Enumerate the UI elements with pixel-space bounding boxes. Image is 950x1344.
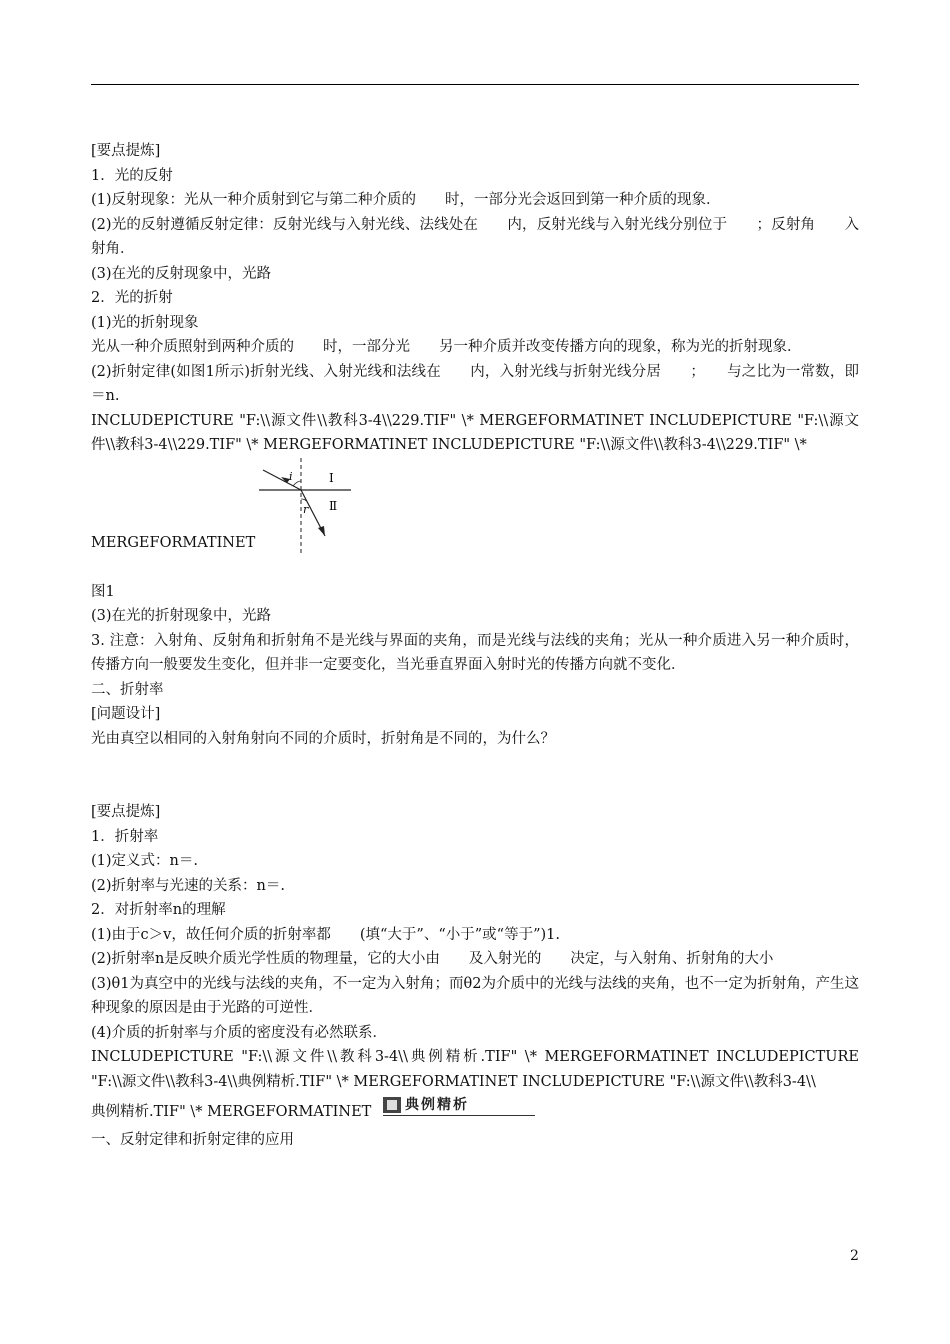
includepicture-field-1: INCLUDEPICTURE "F:\\源文件\\教科3-4\\229.TIF" \* MERGEFORMATINET INCLUDEPICTURE "F:\\源文件\\教科3-4\\229.TIF" \* MERGEFORMATINET INCLUDEPICTURE "F:\\源文件\\教科3-4\\229.TIF" \* <box>91 412 859 453</box>
angle-r-label: r <box>303 502 309 516</box>
medium-1-label: Ⅰ <box>329 470 334 485</box>
medium-2-label: Ⅱ <box>329 498 338 513</box>
typical-examples-banner <box>383 1096 535 1114</box>
refraction-path: (3)在光的折射现象中，光路 <box>91 608 272 624</box>
includepicture-field-2: INCLUDEPICTURE "F:\\源文件\\教科3-4\\典例精析.TIF" \* MERGEFORMATINET INCLUDEPICTURE "F:\\源文件\\教科3-4\\典例精析.TIF" \* MERGEFORMATINET INCLUDEPICTURE "F:\\源文件\\教科3-4\\ <box>91 1049 859 1090</box>
reflection-law: (2)光的反射遵循反射定律：反射光线与入射光线、法线处在 内，反射光线与入射光线分别位于 ；反射角 入射角． <box>91 216 859 257</box>
question-heading: [问题设计] <box>91 706 161 722</box>
incident-ray <box>263 470 301 490</box>
figure-row <box>91 458 859 556</box>
question-text: 光由真空以相同的入射角射向不同的介质时，折射角是不同的，为什么？ <box>91 730 555 747</box>
angle-i-arc <box>293 481 301 486</box>
includepicture-field-2-tail: 典例精析.TIF" \* MERGEFORMATINET <box>91 1103 372 1120</box>
section-refractive-index-title: 二、折射率 <box>91 681 164 698</box>
includepicture-field-1-tail: MERGEFORMATINET <box>91 535 256 551</box>
refraction-law: (2)折射定律(如图1所示)折射光线、入射光线和法线在 内，入射光线与折射光线分居 ； 与之比为一常数，即＝n. <box>91 363 859 404</box>
refraction-phenomenon-title: (1)光的折射现象 <box>91 314 199 331</box>
understanding-title: 2．对折射率n的理解 <box>91 902 226 918</box>
application-title: 一、反射定律和折射定律的应用 <box>91 1132 294 1148</box>
refraction-diagram <box>259 458 355 554</box>
refractive-index-title: 1．折射率 <box>91 828 159 845</box>
banner-square-icon <box>383 1097 401 1113</box>
definition-formula: (1)定义式：n＝. <box>91 853 198 869</box>
understanding-4: (4)介质的折射率与介质的密度没有必然联系． <box>91 1024 388 1041</box>
document-body <box>91 139 859 1153</box>
angle-i-label: i <box>289 469 293 483</box>
reflection-path: (3)在光的反射现象中，光路 <box>91 265 272 282</box>
refraction-title: 2．光的折射 <box>91 290 173 306</box>
banner-rule <box>383 1115 535 1116</box>
understanding-3: (3)θ1为真空中的光线与法线的夹角，不一定为入射角；而θ2为介质中的光线与法线的夹角，也不一定为折射角，产生这种现象的原因是由于光路的可逆性． <box>91 975 859 1016</box>
page-number: 2 <box>850 1248 859 1264</box>
header-rule <box>91 84 859 85</box>
key-points-heading-2: [要点提炼] <box>91 804 161 820</box>
refracted-arrow <box>318 526 325 536</box>
banner-row <box>91 1094 859 1124</box>
refraction-phenomenon-text: 光从一种介质照射到两种介质的 时，一部分光 另一种介质并改变传播方向的现象，称为光的折射现象． <box>91 339 802 355</box>
speed-relation: (2)折射率与光速的关系：n＝. <box>91 877 285 894</box>
key-points-heading: [要点提炼] <box>91 143 161 159</box>
banner-text: 典例精析 <box>405 1097 469 1113</box>
reflection-phenomenon: (1)反射现象：光从一种介质射到它与第二种介质的 时，一部分光会返回到第一种介质的现象． <box>91 192 721 208</box>
reflection-title: 1．光的反射 <box>91 167 173 184</box>
figure-caption: 图1 <box>91 583 115 600</box>
note-paragraph: 3. 注意：入射角、反射角和折射角不是光线与界面的夹角，而是光线与法线的夹角；光从一种介质进入另一种介质时，传播方向一般要发生变化，但并非一定要变化，当光垂直界面入射时光的传播方向就不变化． <box>91 632 859 673</box>
understanding-1: (1)由于c＞v，故任何介质的折射率都 (填“大于”、“小于”或“等于”)1. <box>91 926 560 943</box>
understanding-2: (2)折射率n是反映介质光学性质的物理量，它的大小由 及入射光的 决定，与入射角、折射角的大小 <box>91 951 774 967</box>
